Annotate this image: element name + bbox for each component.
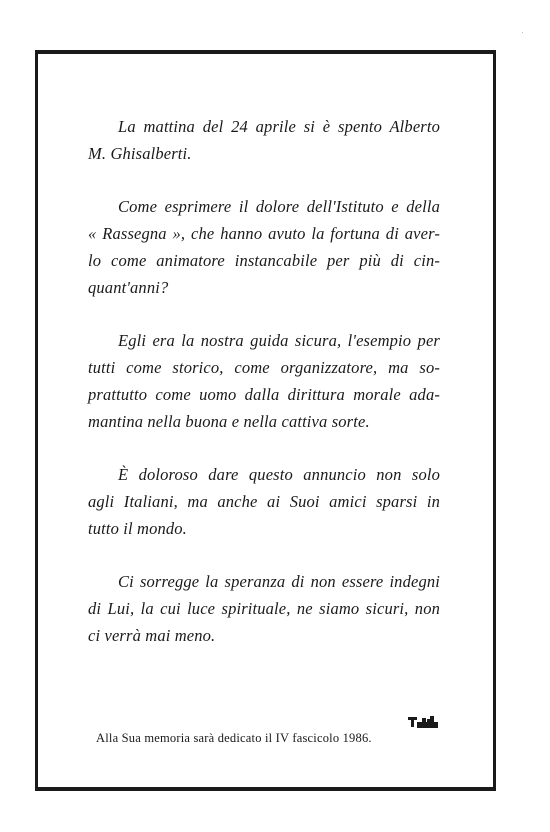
announcement-text [88,113,440,675]
text-line: Come esprimere il dolore dell'Istituto e della [118,197,440,216]
text-line: agli Italiani, ma anche ai Suoi amici sparsi in [88,492,440,511]
text-line: lo come animatore instancabile per più di cin- [88,251,440,270]
text-line: Egli era la nostra guida sicura, l'esempio per [118,331,440,350]
text-line: tutto il mondo. [88,519,187,538]
text-line: mantina nella buona e nella cattiva sorte. [88,412,370,431]
publisher-mark-icon [408,716,438,729]
text-line: « Rassegna », che hanno avuto la fortuna di aver- [88,224,440,243]
paragraph-4 [88,461,440,542]
text-line: Ci sorregge la speranza di non essere indegni [118,572,440,591]
paragraph-5 [88,568,440,649]
text-line: È doloroso dare questo annuncio non solo [118,465,440,484]
text-line: tutti come storico, come organizzatore, ma so- [88,358,440,377]
text-line: quant'anni? [88,278,169,297]
paragraph-1 [88,113,440,167]
dedication-note: Alla Sua memoria sarà dedicato il IV fascicolo 1986. [96,731,372,745]
text-line: di Lui, la cui luce spirituale, ne siamo sicuri, non [88,599,440,618]
paragraph-2 [88,193,440,301]
text-line: La mattina del 24 aprile si è spento Alberto [118,117,440,136]
text-line: prattutto come uomo dalla dirittura morale ada- [88,385,440,404]
text-line: ci verrà mai meno. [88,626,216,645]
paragraph-3 [88,327,440,435]
scan-speck [522,32,523,33]
text-line: M. Ghisalberti. [88,144,192,163]
